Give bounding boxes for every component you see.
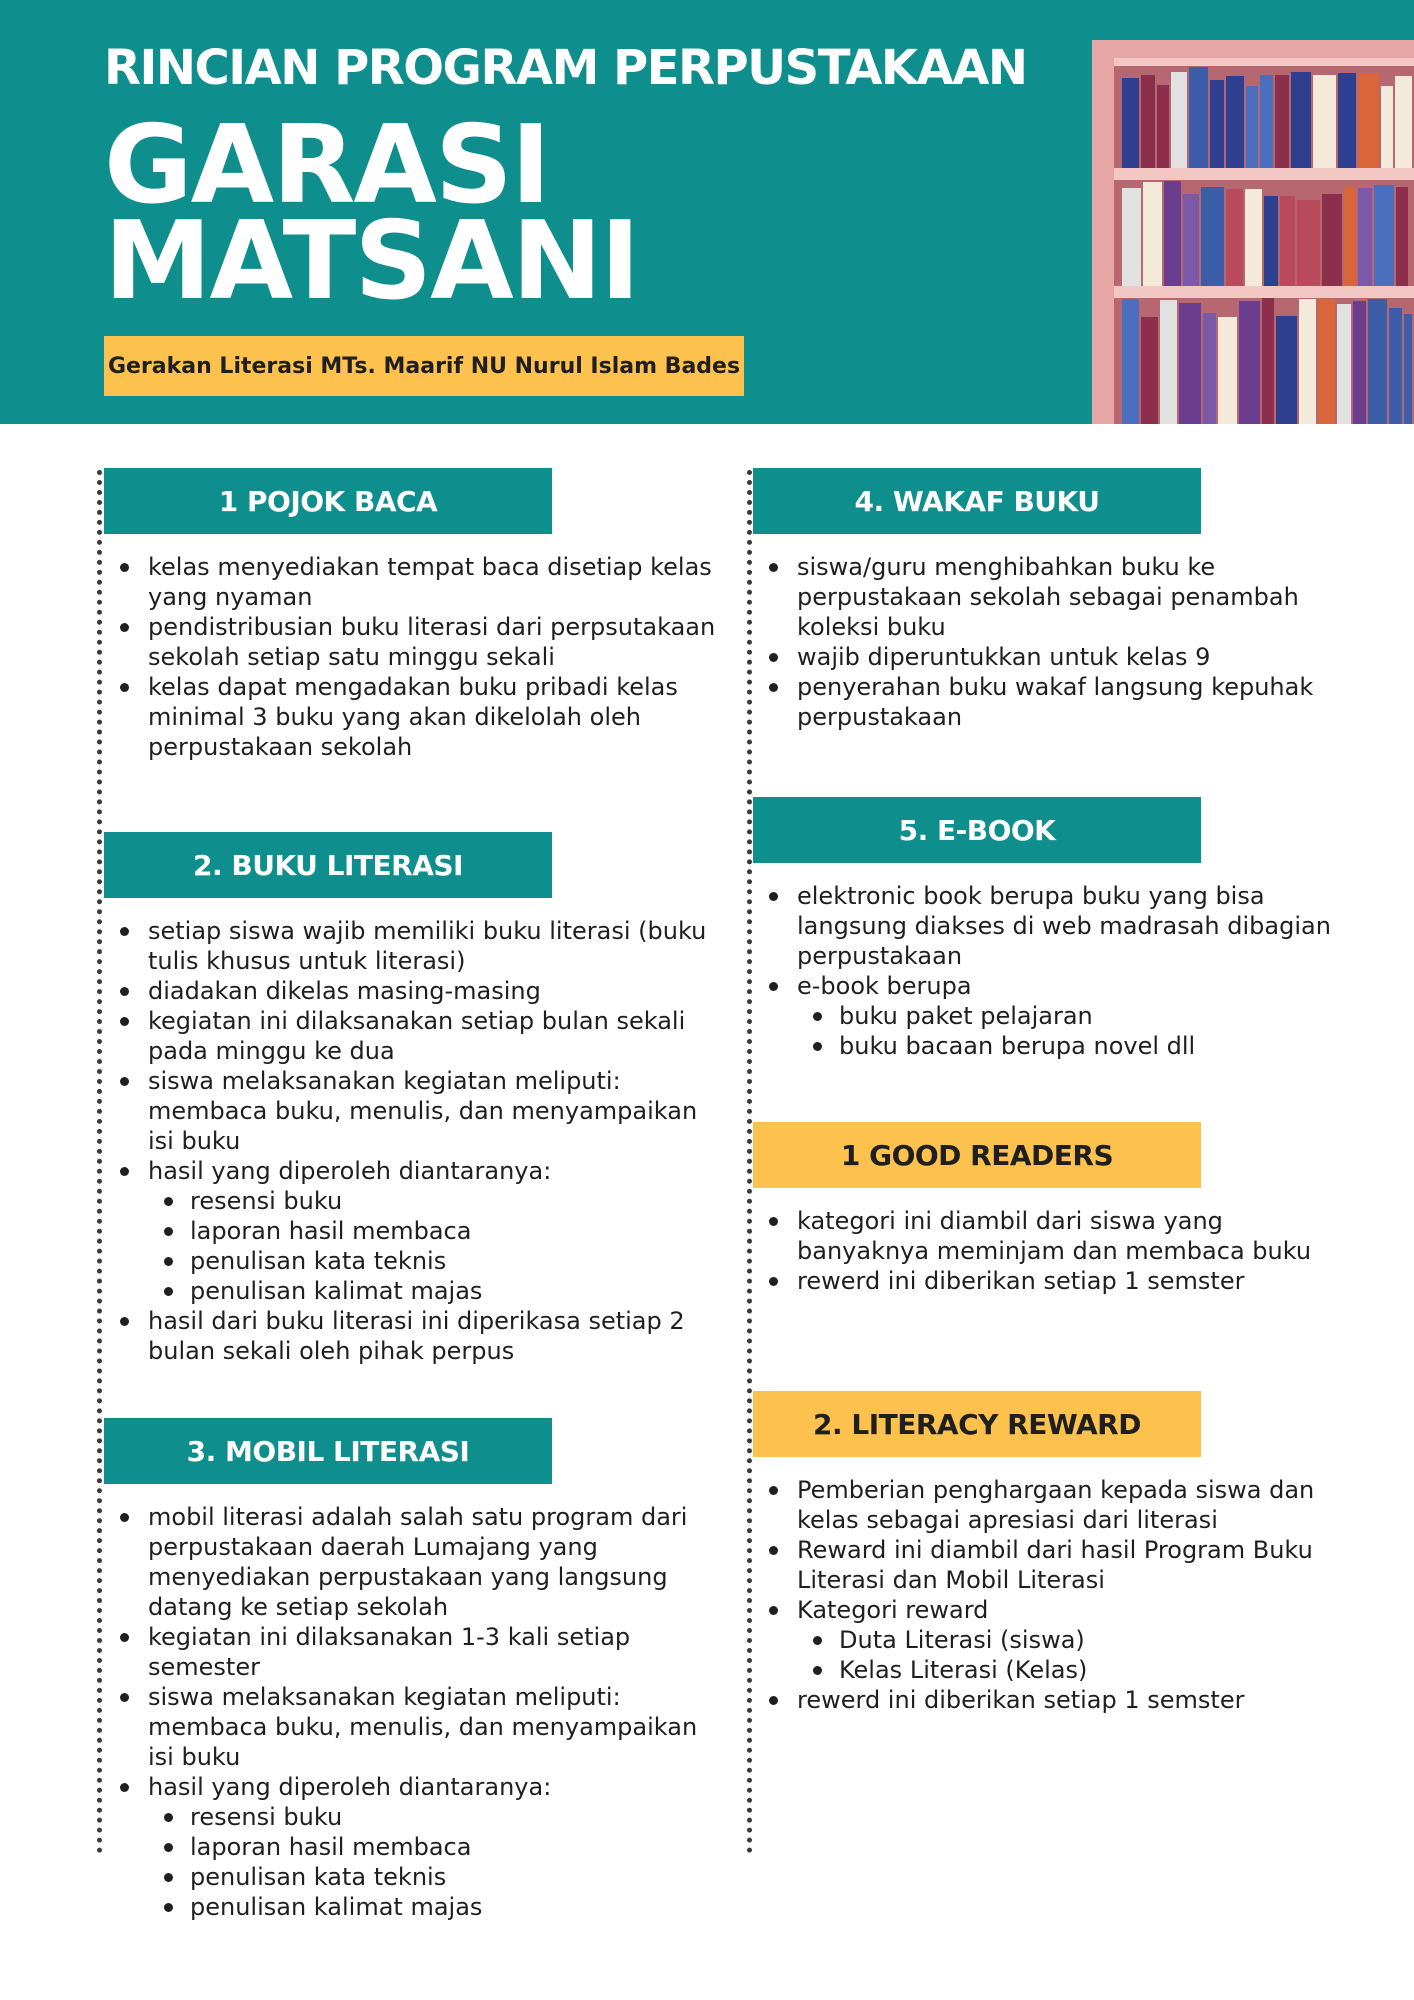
list-item-text: setiap siswa wajib memiliki buku literasi (buku tulis khusus untuk literasi) bbox=[148, 917, 707, 975]
book-spine bbox=[1337, 304, 1351, 424]
list-item-text: siswa/guru menghibahkan buku ke perpustakaan sekolah sebagai penambah koleksi buku bbox=[797, 553, 1299, 641]
list-item-text: kelas menyediakan tempat baca disetiap kelas yang nyaman bbox=[148, 553, 712, 611]
sub-list bbox=[148, 1802, 724, 1922]
list-item bbox=[104, 1006, 724, 1066]
book-spine bbox=[1322, 194, 1342, 286]
book-spine bbox=[1299, 299, 1316, 424]
book-spine bbox=[1164, 181, 1181, 286]
book-spine bbox=[1275, 75, 1289, 168]
book-spine bbox=[1313, 75, 1336, 168]
book-spine bbox=[1122, 299, 1139, 424]
section-mobil-literasi bbox=[104, 1418, 724, 1922]
list-item bbox=[753, 642, 1353, 672]
book-spine bbox=[1141, 75, 1155, 168]
book-spine bbox=[1218, 317, 1237, 424]
list-item-text: rewerd ini diberikan setiap 1 semster bbox=[797, 1686, 1245, 1714]
right-dotted-divider bbox=[747, 470, 752, 1854]
list-item bbox=[104, 976, 724, 1006]
list-item bbox=[104, 672, 724, 762]
book-spine bbox=[1404, 314, 1412, 424]
book-spine bbox=[1358, 188, 1372, 286]
book-spine bbox=[1260, 75, 1273, 168]
sub-list bbox=[797, 1625, 1353, 1685]
sub-list-item: laporan hasil membaca bbox=[148, 1832, 724, 1862]
book-spine bbox=[1389, 308, 1402, 424]
list-item bbox=[753, 552, 1353, 642]
section-pojok-baca bbox=[104, 468, 724, 762]
section-heading: 1 GOOD READERS bbox=[753, 1122, 1201, 1188]
list-item-text: e-book berupa bbox=[797, 972, 972, 1000]
list-item-text: hasil dari buku literasi ini diperikasa setiap 2 bulan sekali oleh pihak perpus bbox=[148, 1307, 685, 1365]
sub-list-item: Duta Literasi (siswa) bbox=[797, 1625, 1353, 1655]
bullet-list bbox=[104, 552, 724, 762]
book-spine bbox=[1239, 301, 1260, 424]
list-item-text: hasil yang diperoleh diantaranya: bbox=[148, 1773, 552, 1801]
sub-list-item: Kelas Literasi (Kelas) bbox=[797, 1655, 1353, 1685]
section-heading: 1 POJOK BACA bbox=[104, 468, 552, 534]
list-item bbox=[753, 1206, 1353, 1266]
list-item bbox=[104, 1306, 724, 1366]
book-spine bbox=[1245, 189, 1262, 286]
list-item bbox=[104, 1772, 724, 1922]
list-item bbox=[104, 916, 724, 976]
list-item-text: siswa melaksanakan kegiatan meliputi: membaca buku, menulis, dan menyampaikan isi buku bbox=[148, 1067, 698, 1155]
list-item-text: penyerahan buku wakaf langsung kepuhak perpustakaan bbox=[797, 673, 1314, 731]
bullet-list bbox=[104, 916, 724, 1366]
list-item bbox=[104, 552, 724, 612]
book-spine bbox=[1353, 301, 1366, 424]
list-item bbox=[753, 971, 1353, 1061]
tagline-badge: Gerakan Literasi MTs. Maarif NU Nurul Islam Bades bbox=[104, 336, 744, 396]
book-spine bbox=[1122, 188, 1141, 286]
list-item-text: Kategori reward bbox=[797, 1596, 989, 1624]
list-item bbox=[104, 1066, 724, 1156]
list-item-text: kegiatan ini dilaksanakan setiap bulan sekali pada minggu ke dua bbox=[148, 1007, 686, 1065]
book-spine bbox=[1226, 189, 1243, 286]
book-spine bbox=[1201, 187, 1224, 286]
book-spine bbox=[1264, 196, 1278, 286]
book-spine bbox=[1179, 303, 1201, 424]
book-spine bbox=[1276, 316, 1297, 424]
list-item bbox=[753, 1595, 1353, 1685]
sub-list bbox=[797, 1001, 1353, 1061]
list-item-text: Pemberian penghargaan kepada siswa dan kelas sebagai apresiasi dari literasi bbox=[797, 1476, 1315, 1534]
section-heading: 2. BUKU LITERASI bbox=[104, 832, 552, 898]
list-item bbox=[104, 1682, 724, 1772]
bullet-list bbox=[753, 881, 1353, 1061]
book-spine bbox=[1338, 73, 1356, 168]
book-spine bbox=[1189, 67, 1208, 168]
bullet-list bbox=[104, 1502, 724, 1922]
page-title bbox=[104, 103, 639, 324]
list-item-text: pendistribusian buku literasi dari perpsutakaan sekolah setiap satu minggu sekali bbox=[148, 613, 716, 671]
book-spine bbox=[1203, 313, 1216, 424]
list-item-text: kelas dapat mengadakan buku pribadi kelas minimal 3 buku yang akan dikelolah oleh perpustakaan sekolah bbox=[148, 673, 678, 761]
sub-list-item: buku paket pelajaran bbox=[797, 1001, 1353, 1031]
list-item-text: kegiatan ini dilaksanakan 1-3 kali setiap semester bbox=[148, 1623, 631, 1681]
bullet-list bbox=[753, 552, 1353, 732]
list-item-text: kategori ini diambil dari siswa yang banyaknya meminjam dan membaca buku bbox=[797, 1207, 1312, 1265]
list-item bbox=[753, 1685, 1353, 1715]
sub-list-item: resensi buku bbox=[148, 1802, 724, 1832]
list-item-text: wajib diperuntukkan untuk kelas 9 bbox=[797, 643, 1211, 671]
book-spine bbox=[1396, 187, 1408, 286]
list-item-text: rewerd ini diberikan setiap 1 semster bbox=[797, 1267, 1245, 1295]
book-spine bbox=[1210, 80, 1224, 168]
list-item bbox=[104, 1502, 724, 1622]
list-item-text: hasil yang diperoleh diantaranya: bbox=[148, 1157, 552, 1185]
bullet-list bbox=[753, 1475, 1353, 1715]
section-buku-literasi bbox=[104, 832, 724, 1366]
section-heading: 4. WAKAF BUKU bbox=[753, 468, 1201, 534]
list-item bbox=[753, 1535, 1353, 1595]
left-dotted-divider bbox=[97, 470, 102, 1854]
list-item-text: siswa melaksanakan kegiatan meliputi: membaca buku, menulis, dan menyampaikan isi buku bbox=[148, 1683, 698, 1771]
book-spine bbox=[1395, 76, 1412, 168]
bookshelf-illustration bbox=[1092, 40, 1414, 424]
sub-list-item: laporan hasil membaca bbox=[148, 1216, 724, 1246]
book-spine bbox=[1122, 78, 1139, 168]
book-spine bbox=[1358, 73, 1379, 168]
page-subtitle: RINCIAN PROGRAM PERPUSTAKAAN bbox=[104, 40, 1027, 96]
sub-list-item: resensi buku bbox=[148, 1186, 724, 1216]
sub-list-item: penulisan kalimat majas bbox=[148, 1276, 724, 1306]
section-heading: 2. LITERACY REWARD bbox=[753, 1391, 1201, 1457]
list-item-text: mobil literasi adalah salah satu program dari perpustakaan daerah Lumajang yang menyediakan perpustakaan yang langsung datang ke setiap sekolah bbox=[148, 1503, 688, 1621]
book-spine bbox=[1157, 85, 1169, 168]
sub-list bbox=[148, 1186, 724, 1306]
book-spine bbox=[1143, 182, 1162, 286]
book-spine bbox=[1171, 72, 1187, 168]
list-item bbox=[753, 1475, 1353, 1535]
sub-list-item: penulisan kalimat majas bbox=[148, 1892, 724, 1922]
book-spine bbox=[1344, 187, 1356, 286]
sub-list-item: penulisan kata teknis bbox=[148, 1246, 724, 1276]
header-banner bbox=[0, 0, 1414, 424]
section-heading: 3. MOBIL LITERASI bbox=[104, 1418, 552, 1484]
sub-list-item: buku bacaan berupa novel dll bbox=[797, 1031, 1353, 1061]
section-good-readers bbox=[753, 1122, 1353, 1296]
list-item bbox=[753, 672, 1353, 732]
section-heading: 5. E-BOOK bbox=[753, 797, 1201, 863]
book-spine bbox=[1183, 194, 1199, 286]
list-item-text: diadakan dikelas masing-masing bbox=[148, 977, 541, 1005]
list-item bbox=[104, 1156, 724, 1306]
list-item bbox=[104, 1622, 724, 1682]
book-spine bbox=[1297, 200, 1320, 286]
book-spine bbox=[1226, 76, 1244, 168]
book-spine bbox=[1141, 317, 1158, 424]
list-item-text: elektronic book berupa buku yang bisa langsung diakses di web madrasah dibagian perpustakaan bbox=[797, 882, 1331, 970]
section-e-book bbox=[753, 797, 1353, 1061]
book-spine bbox=[1381, 86, 1393, 168]
book-spine bbox=[1318, 299, 1335, 424]
book-spine bbox=[1368, 299, 1387, 424]
list-item bbox=[753, 1266, 1353, 1296]
bullet-list bbox=[753, 1206, 1353, 1296]
sub-list-item: penulisan kata teknis bbox=[148, 1862, 724, 1892]
section-wakaf-buku bbox=[753, 468, 1353, 732]
page-title-line-2: MATSANI bbox=[104, 199, 639, 324]
book-spine bbox=[1280, 196, 1295, 286]
book-spine bbox=[1291, 72, 1311, 168]
book-spine bbox=[1160, 300, 1177, 424]
section-literacy-reward bbox=[753, 1391, 1353, 1715]
list-item bbox=[753, 881, 1353, 971]
list-item bbox=[104, 612, 724, 672]
book-spine bbox=[1246, 86, 1258, 168]
book-spine bbox=[1262, 298, 1274, 424]
page-title-line-1: GARASI bbox=[104, 103, 549, 228]
book-spine bbox=[1374, 185, 1394, 286]
list-item-text: Reward ini diambil dari hasil Program Buku Literasi dan Mobil Literasi bbox=[797, 1536, 1313, 1594]
